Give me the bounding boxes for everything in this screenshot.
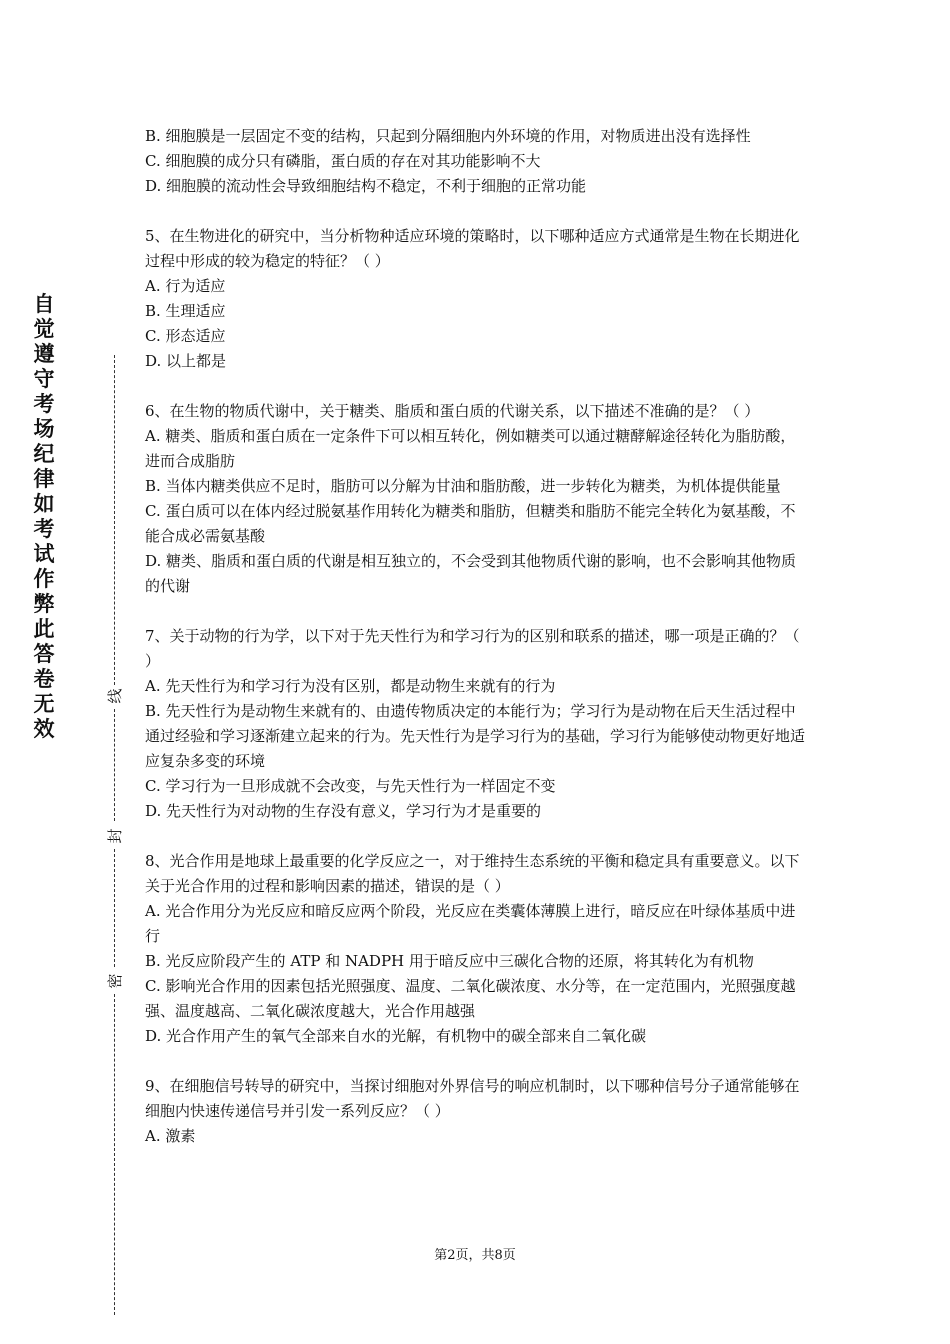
notice-char: 律 [33, 467, 55, 491]
question-stem: 6、在生物的物质代谢中，关于糖类、脂质和蛋白质的代谢关系，以下描述不准确的是？（ ） [145, 402, 760, 420]
dash-segment [114, 709, 115, 821]
notice-char: 此 [33, 617, 55, 641]
question-block [145, 124, 809, 199]
question-line: B. 细胞膜是一层固定不变的结构，只起到分隔细胞内外环境的作用，对物质进出没有选择性 [145, 127, 751, 145]
question-block [145, 849, 809, 1049]
question-stem: 5、在生物进化的研究中，当分析物种适应环境的策略时，以下哪种适应方式通常是生物在长期进化过程中形成的较为稳定的特征？（ ） [145, 227, 800, 270]
exam-content [145, 124, 809, 1149]
question-line: B. 先天性行为是动物生来就有的、由遗传物质决定的本能行为；学习行为是动物在后天生活过程中通过经验和学习逐渐建立起来的行为。先天性行为是学习行为的基础，学习行为能够使动物更好地适应复杂多变的环境 [145, 702, 806, 770]
question-line: D. 以上都是 [145, 352, 227, 370]
question-line: B. 生理适应 [145, 302, 226, 320]
notice-char: 卷 [33, 667, 55, 691]
question-line: B. 光反应阶段产生的 ATP 和 NADPH 用于暗反应中三碳化合物的还原，将其转化为有机物 [145, 952, 754, 970]
notice-char: 弊 [33, 592, 55, 616]
notice-char: 如 [33, 492, 55, 516]
notice-char: 无 [33, 692, 55, 716]
cut-mark-feng: 封 [104, 826, 126, 846]
question-line: A. 激素 [145, 1127, 196, 1145]
question-line: D. 细胞膜的流动性会导致细胞结构不稳定，不利于细胞的正常功能 [145, 177, 587, 195]
cut-mark-xian: 线 [104, 686, 126, 706]
dash-segment [114, 994, 115, 1315]
question-line: A. 糖类、脂质和蛋白质在一定条件下可以相互转化，例如糖类可以通过糖酵解途径转化为脂肪酸，进而合成脂肪 [145, 427, 796, 470]
question-block [145, 1074, 809, 1149]
page-number: 第2页，共8页 [434, 1248, 516, 1263]
question-stem: 9、在细胞信号转导的研究中，当探讨细胞对外界信号的响应机制时，以下哪种信号分子通常能够在细胞内快速传递信号并引发一系列反应？（ ） [145, 1077, 800, 1120]
question-line: C. 形态适应 [145, 327, 226, 345]
question-stem: 8、光合作用是地球上最重要的化学反应之一，对于维持生态系统的平衡和稳定具有重要意义。以下关于光合作用的过程和影响因素的描述，错误的是（ ） [145, 852, 800, 895]
notice-char: 遵 [33, 342, 55, 366]
notice-char: 场 [33, 417, 55, 441]
binding-cut-line [103, 355, 127, 1315]
cut-mark-mi: 密 [104, 971, 126, 991]
question-line: D. 光合作用产生的氧气全部来自水的光解，有机物中的碳全部来自二氧化碳 [145, 1027, 647, 1045]
question-line: B. 当体内糖类供应不足时，脂肪可以分解为甘油和脂肪酸，进一步转化为糖类，为机体提供能量 [145, 477, 781, 495]
dash-segment [114, 849, 115, 967]
notice-char: 考 [33, 517, 55, 541]
notice-char: 自 [33, 292, 55, 316]
question-line: D. 先天性行为对动物的生存没有意义，学习行为才是重要的 [145, 802, 542, 820]
question-block [145, 399, 809, 599]
question-line: C. 学习行为一旦形成就不会改变，与先天性行为一样固定不变 [145, 777, 556, 795]
question-line: C. 细胞膜的成分只有磷脂，蛋白质的存在对其功能影响不大 [145, 152, 541, 170]
exam-discipline-notice [28, 292, 60, 742]
question-block [145, 224, 809, 374]
notice-char: 效 [33, 717, 55, 741]
dash-segment [114, 355, 115, 685]
question-line: A. 行为适应 [145, 277, 226, 295]
notice-char: 答 [33, 642, 55, 666]
question-line: C. 影响光合作用的因素包括光照强度、温度、二氧化碳浓度、水分等，在一定范围内，光照强度越强、温度越高、二氧化碳浓度越大，光合作用越强 [145, 977, 796, 1020]
notice-char: 守 [33, 367, 55, 391]
question-line: A. 先天性行为和学习行为没有区别，都是动物生来就有的行为 [145, 677, 556, 695]
question-line: A. 光合作用分为光反应和暗反应两个阶段，光反应在类囊体薄膜上进行，暗反应在叶绿体基质中进行 [145, 902, 796, 945]
question-line: D. 糖类、脂质和蛋白质的代谢是相互独立的，不会受到其他物质代谢的影响，也不会影响其他物质的代谢 [145, 552, 797, 595]
notice-char: 觉 [33, 317, 55, 341]
question-line: C. 蛋白质可以在体内经过脱氨基作用转化为糖类和脂肪，但糖类和脂肪不能完全转化为氨基酸，不能合成必需氨基酸 [145, 502, 796, 545]
notice-char: 试 [33, 542, 55, 566]
notice-char: 考 [33, 392, 55, 416]
notice-char: 作 [33, 567, 55, 591]
notice-char: 纪 [33, 442, 55, 466]
question-block [145, 624, 809, 824]
question-stem: 7、关于动物的行为学，以下对于先天性行为和学习行为的区别和联系的描述，哪一项是正确的？（ ） [145, 627, 800, 670]
